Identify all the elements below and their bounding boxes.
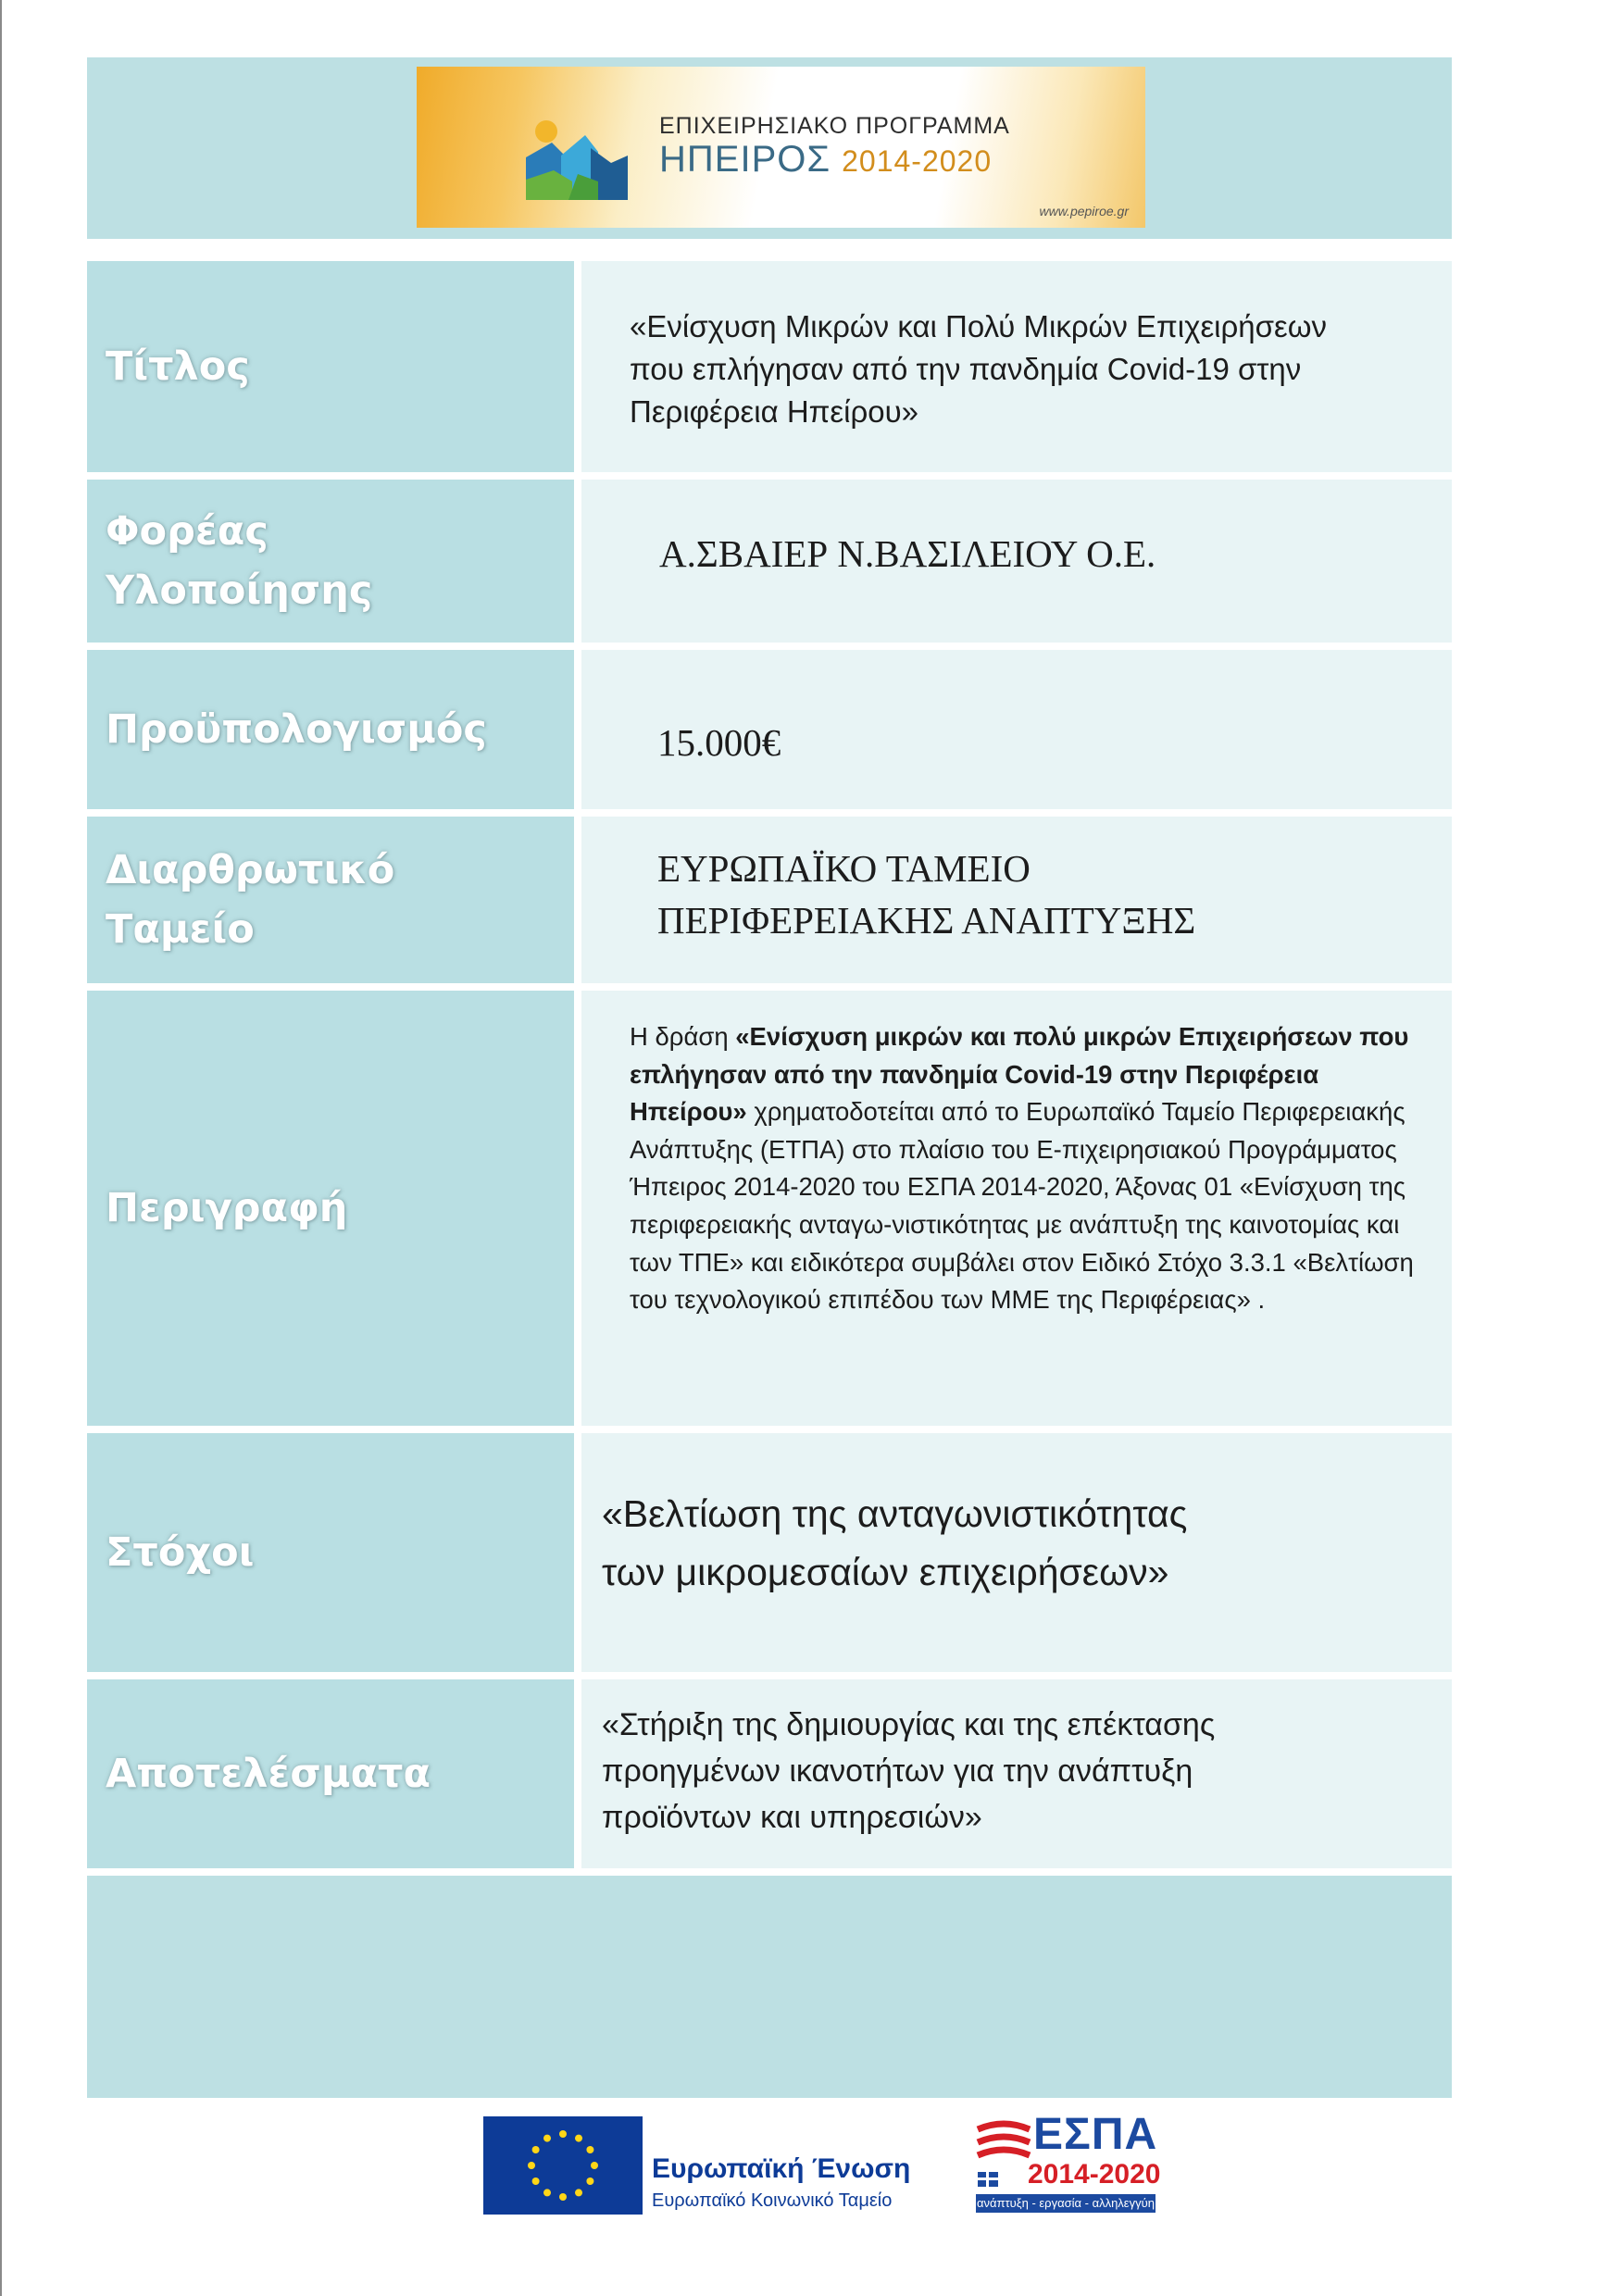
header-band <box>87 57 1452 239</box>
value-cell-title <box>581 261 1452 472</box>
label-goals: Στόχοι <box>106 1529 255 1576</box>
value-title: «Ενίσχυση Μικρών και Πολύ Μικρών Επιχειρήσεων που επλήγησαν από την πανδημία Covid-19 στην Περιφέρεια Ηπείρου» <box>630 309 1327 429</box>
description-intro: Η δράση <box>630 1022 736 1051</box>
description-action-name: «Ενίσχυση μικρών και πολύ μικρών Επιχειρήσεων που επλήγησαν από την πανδημία Covid-19 στην Περιφέρεια Ηπείρου» <box>630 1022 1409 1127</box>
row-results <box>87 1679 1452 1868</box>
row-fund <box>87 817 1452 983</box>
label-description: Περιγραφή <box>106 1185 348 1231</box>
eu-title: Ευρωπαϊκή Ένωση <box>652 2153 911 2184</box>
footer-band <box>87 1876 1452 2098</box>
espa-stripes-icon <box>976 2116 1031 2194</box>
label-cell-goals <box>87 1433 574 1672</box>
label-results: Αποτελέσματα <box>106 1751 431 1797</box>
espa-tagline: ανάπτυξη - εργασία - αλληλεγγύη <box>976 2194 1156 2213</box>
row-budget <box>87 650 1452 809</box>
label-cell-title <box>87 261 574 472</box>
row-title <box>87 261 1452 472</box>
epirus-mountains-icon <box>526 115 628 200</box>
logo-url-text: www.pepiroe.gr <box>1039 204 1129 218</box>
row-implementer <box>87 480 1452 643</box>
logo-programme-text: ΕΠΙΧΕΙΡΗΣΙΑΚΟ ΠΡΟΓΡΑΜΜΑ <box>659 113 1010 139</box>
value-cell-fund <box>581 817 1452 983</box>
value-fund: ΕΥΡΩΠΑΪΚΟ ΤΑΜΕΙΟ ΠΕΡΙΦΕΡΕΙΑΚΗΣ ΑΝΑΠΤΥΞΗΣ <box>657 847 1196 942</box>
label-implementer: Φορέας Υλοποίησης <box>106 508 373 614</box>
espa-logo <box>976 2110 1161 2216</box>
label-budget: Προϋπολογισμός <box>106 706 487 753</box>
value-budget: 15.000€ <box>657 721 781 764</box>
espa-title: ΕΣΠΑ <box>1033 2110 1158 2159</box>
value-cell-goals <box>581 1433 1452 1672</box>
description-body: χρηματοδοτείται από το Ευρωπαϊκό Ταμείο Περιφερειακής Ανάπτυξης (ΕΤΠΑ) στο πλαίσιο του Ε-πιχειρησιακού Προγράμματος Ήπειρος 2014-2020 του ΕΣΠΑ 2014-2020, Άξονας 01 «Ενίσχυση της περιφερειακής ανταγω-νιστικότητας με ανάπτυξη της καινοτομίας και των ΤΠΕ» και ειδικότερα συμβάλει στον Ειδικό Στόχο 3.3.1 «Βελτίωση του τεχνολογικού επιπέδου των ΜΜΕ της Περιφέρειας» . <box>630 1097 1414 1315</box>
value-cell-description <box>581 991 1452 1426</box>
value-cell-implementer <box>581 480 1452 643</box>
programme-logo <box>417 67 1145 228</box>
value-cell-budget <box>581 650 1452 809</box>
value-results: «Στήριξη της δημιουργίας και της επέκτασης προηγμένων ικανοτήτων για την ανάπτυξη προϊόντων και υπηρεσιών» <box>602 1707 1216 1835</box>
value-implementer: Α.ΣΒΑΙΕΡ Ν.ΒΑΣΙΛΕΙΟΥ Ο.Ε. <box>659 532 1156 575</box>
label-cell-fund <box>87 817 574 983</box>
page-edge-rule <box>0 0 2 2296</box>
value-description <box>630 1018 1437 1319</box>
logo-region-line <box>659 139 992 181</box>
eu-subtitle: Ευρωπαϊκό Κοινωνικό Ταμείο <box>652 2190 893 2211</box>
label-fund: Διαρθρωτικό Ταμείο <box>106 847 395 953</box>
label-cell-budget <box>87 650 574 809</box>
label-cell-description <box>87 991 574 1426</box>
logo-region-text: ΗΠΕΙΡΟΣ <box>659 139 831 180</box>
eu-flag-icon <box>483 2116 643 2215</box>
logo-years-text: 2014-2020 <box>842 144 993 178</box>
value-goals: «Βελτίωση της ανταγωνιστικότητας των μικρομεσαίων επιχειρήσεων» <box>602 1492 1188 1593</box>
row-goals <box>87 1433 1452 1672</box>
row-description <box>87 991 1452 1426</box>
label-cell-implementer <box>87 480 574 643</box>
eu-logo <box>483 2116 911 2215</box>
label-title: Τίτλος <box>106 343 250 390</box>
espa-years: 2014-2020 <box>1028 2159 1161 2190</box>
label-cell-results <box>87 1679 574 1868</box>
value-cell-results <box>581 1679 1452 1868</box>
